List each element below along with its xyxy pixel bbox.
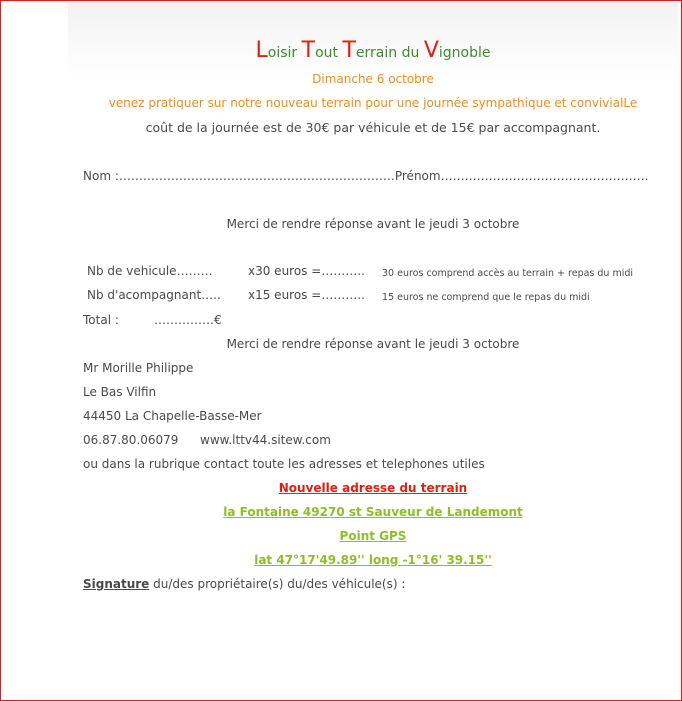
signature-label: Signature xyxy=(83,577,150,591)
title-initial-v: V xyxy=(423,38,439,63)
title-part-3: errain du xyxy=(355,45,424,61)
contact-street: Le Bas Vilfin xyxy=(83,385,157,399)
gps-label: Point GPS xyxy=(339,529,407,543)
companions-note: 15 euros ne comprend que le repas du midi xyxy=(382,292,590,303)
vehicles-row xyxy=(0,264,682,280)
document-title xyxy=(68,40,678,62)
total-label: Total : xyxy=(83,313,119,327)
contact-phone: 06.87.80.06079 xyxy=(83,433,179,447)
gps-coordinates: lat 47°17'49.89'' long -1°16' 39.15'' xyxy=(254,553,492,567)
companions-row xyxy=(0,288,682,304)
vehicles-label: Nb de vehicule……… xyxy=(87,264,213,278)
title-initial-t2: T xyxy=(342,38,356,63)
invitation-text: venez pratiquer sur notre nouveau terrain pour une journée sympathique et convivialLe xyxy=(108,96,638,110)
companions-label: Nb d'acompagnant….. xyxy=(87,288,221,302)
contact-website: www.lttv44.sitew.com xyxy=(200,433,331,447)
cost-text: coût de la journée est de 30€ par véhicule et de 15€ par accompagnant. xyxy=(145,120,601,135)
name-fields-line: Nom :……………………………………………………………Prénom……………………………………………. xyxy=(83,169,649,183)
contact-more-info: ou dans la rubrique contact toute les adresses et telephones utiles xyxy=(83,457,485,471)
terrain-address: la Fontaine 49270 st Sauveur de Landemont xyxy=(223,505,523,519)
signature-text: du/des propriétaire(s) du/des véhicule(s) : xyxy=(149,577,406,591)
event-date: Dimanche 6 octobre xyxy=(312,72,434,86)
companions-multiplier: x15 euros =……….. xyxy=(248,288,365,302)
vehicles-multiplier: x30 euros =……….. xyxy=(248,264,365,278)
reply-note-2: Merci de rendre réponse avant le jeudi 3 octobre xyxy=(226,337,520,351)
title-initial-l: L xyxy=(255,38,268,63)
total-value: ……………€ xyxy=(154,313,222,327)
title-initial-t1: T xyxy=(301,38,316,63)
contact-city: 44450 La Chapelle-Basse-Mer xyxy=(83,409,262,423)
title-part-4: ignoble xyxy=(438,45,491,61)
signature-line xyxy=(83,577,405,591)
vehicles-note: 30 euros comprend accès au terrain + repas du midi xyxy=(382,268,634,279)
reply-note-1: Merci de rendre réponse avant le jeudi 3 octobre xyxy=(226,217,520,231)
contact-name: Mr Morille Philippe xyxy=(83,361,194,375)
terrain-heading: Nouvelle adresse du terrain xyxy=(278,481,468,495)
title-part-2: out xyxy=(315,45,339,61)
title-part-1: oisir xyxy=(267,45,298,61)
